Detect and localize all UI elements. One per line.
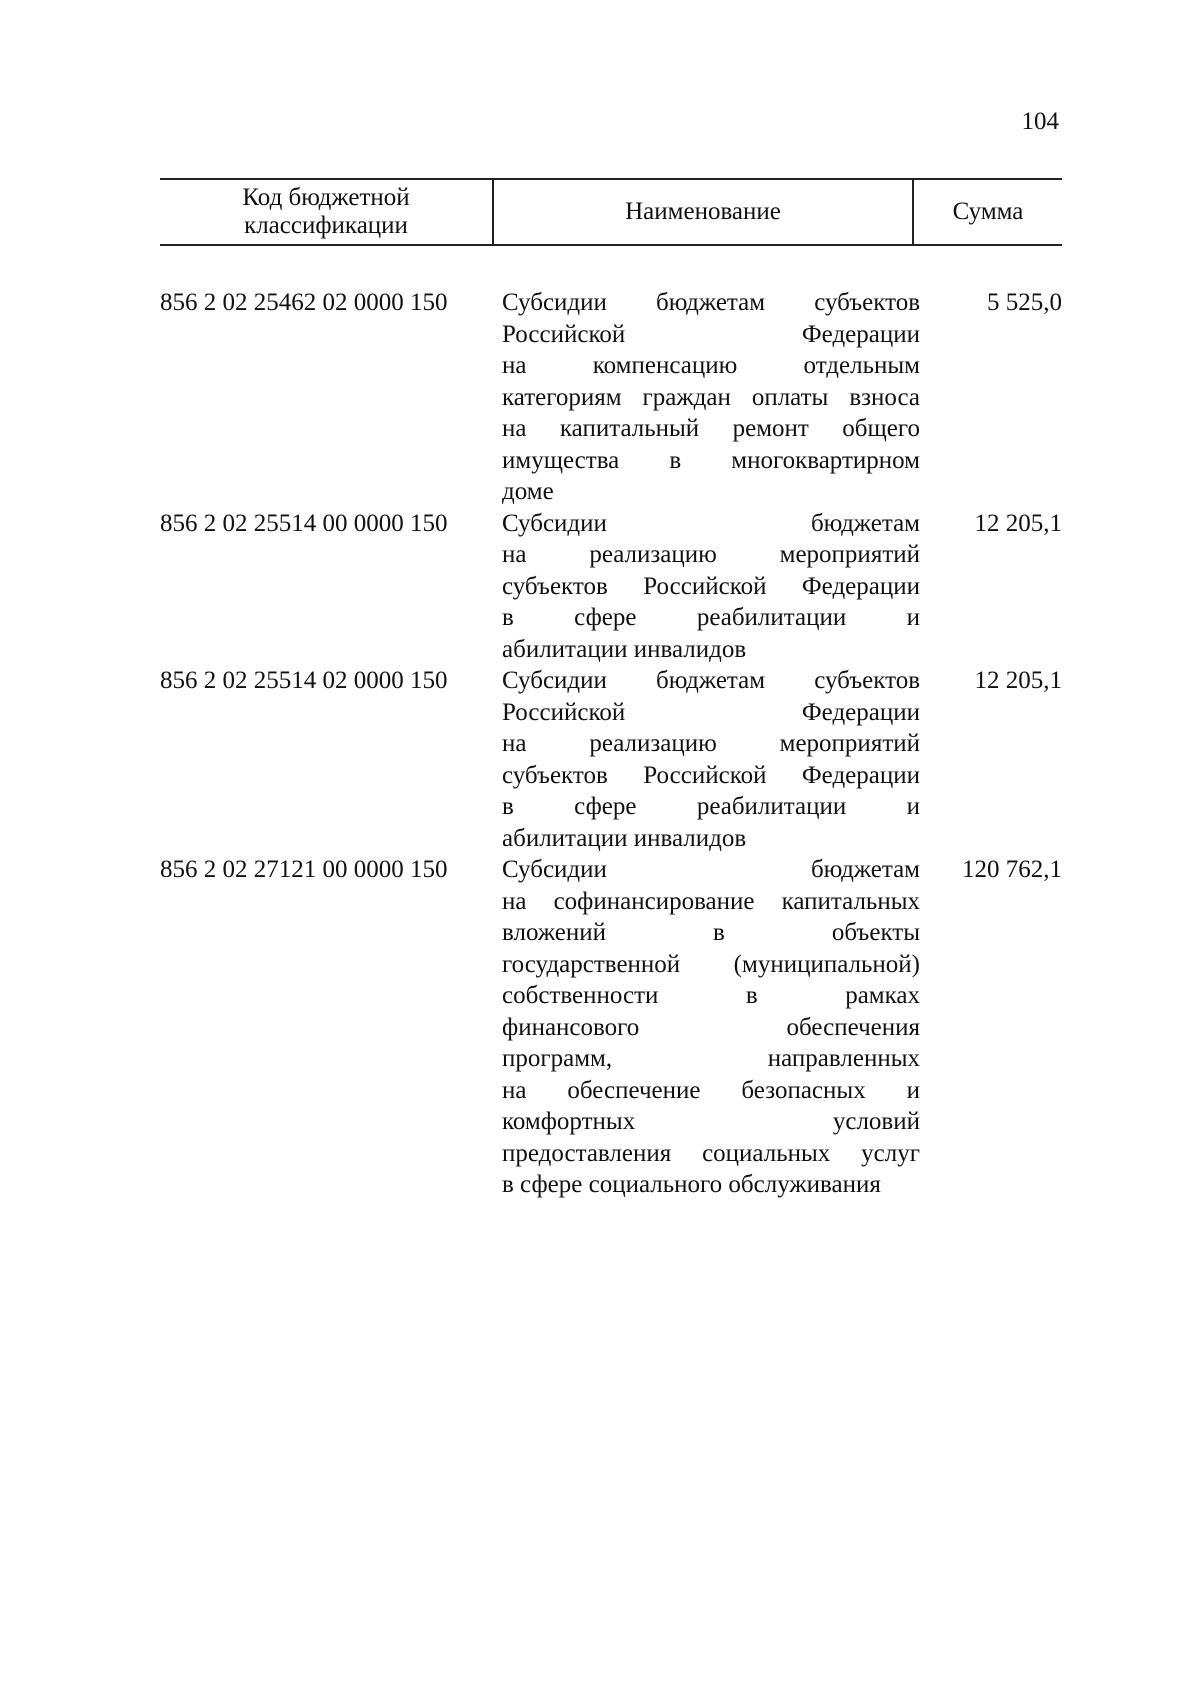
- item-name-line: на обеспечение безопасных и: [502, 1076, 920, 1104]
- header-code-column: [160, 180, 492, 244]
- item-name-line: Субсидии бюджетам: [502, 856, 920, 883]
- item-name: [502, 287, 920, 508]
- page-number: 104: [1021, 108, 1059, 135]
- item-name-line: Субсидии бюджетам субъектов: [502, 289, 920, 316]
- budget-code: 856 2 02 25462 02 0000 150: [160, 289, 448, 316]
- budget-code: 856 2 02 25514 02 0000 150: [160, 667, 448, 694]
- header-name-column: Наименование: [492, 180, 914, 244]
- table-row: [160, 508, 1062, 666]
- item-name: [502, 508, 920, 666]
- item-name-line: вложений в объекты: [502, 919, 920, 946]
- amount: 12 205,1: [974, 509, 1062, 537]
- amount: 5 525,0: [987, 289, 1062, 316]
- item-name-line: доме: [502, 478, 554, 505]
- header-code-line1: Код бюджетной: [242, 184, 410, 211]
- table-row: [160, 854, 1062, 1201]
- table-header: [160, 178, 1062, 246]
- header-code-line2: классификации: [244, 212, 408, 239]
- item-name-line: субъектов Российской Федерации: [502, 572, 920, 600]
- item-name-line: в сфере реабилитации и: [502, 793, 920, 820]
- amount: 120 762,1: [962, 856, 1062, 883]
- item-name-line: абилитации инвалидов: [502, 635, 747, 663]
- item-name-line: программ, направленных: [502, 1045, 920, 1072]
- amount: 12 205,1: [974, 667, 1062, 694]
- item-name-line: собственности в рамках: [502, 982, 920, 1009]
- header-sum-column: Сумма: [952, 198, 1024, 225]
- item-name-line: в сфере социального обслуживания: [502, 1171, 881, 1198]
- item-name-line: имущества в многоквартирном: [502, 446, 920, 474]
- item-name-line: Российской Федерации: [502, 698, 920, 726]
- item-name-line: на капитальный ремонт общего: [502, 415, 920, 442]
- item-name-line: в сфере реабилитации и: [502, 604, 920, 631]
- item-name-line: на софинансирование капитальных: [502, 887, 920, 915]
- item-name-line: государственной (муниципальной): [502, 950, 920, 978]
- budget-code: 856 2 02 27121 00 0000 150: [160, 856, 448, 883]
- item-name-line: на реализацию мероприятий: [502, 730, 920, 757]
- item-name-line: Российской Федерации: [502, 320, 920, 348]
- item-name-line: предоставления социальных услуг: [502, 1139, 920, 1167]
- table-body: [160, 287, 1062, 1201]
- table-row: [160, 665, 1062, 854]
- item-name: [502, 854, 920, 1201]
- item-name-line: на реализацию мероприятий: [502, 541, 920, 568]
- item-name-line: на компенсацию отдельным: [502, 352, 920, 379]
- item-name: [502, 665, 920, 854]
- item-name-line: Субсидии бюджетам субъектов: [502, 667, 920, 694]
- item-name-line: Субсидии бюджетам: [502, 509, 920, 537]
- budget-code: 856 2 02 25514 00 0000 150: [160, 509, 448, 537]
- item-name-line: категориям граждан оплаты взноса: [502, 383, 920, 411]
- item-name-line: финансового обеспечения: [502, 1013, 920, 1041]
- item-name-line: субъектов Российской Федерации: [502, 761, 920, 789]
- item-name-line: абилитации инвалидов: [502, 824, 747, 852]
- table-row: [160, 287, 1062, 508]
- item-name-line: комфортных условий: [502, 1108, 920, 1135]
